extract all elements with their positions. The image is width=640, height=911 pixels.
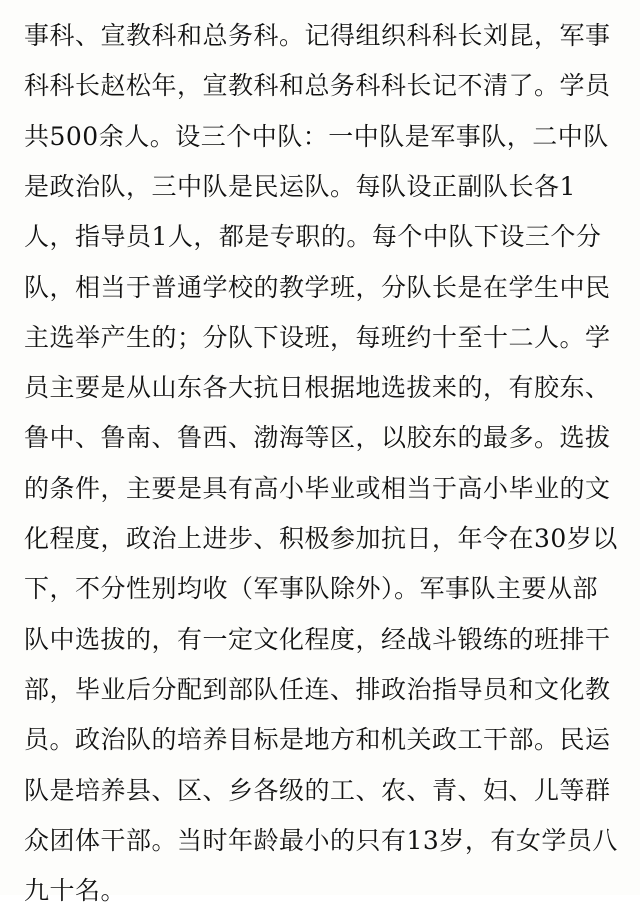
text-line: 是政治队，三中队是民运队。每队设正副队长各1: [24, 171, 576, 201]
text-line: 队是培养县、区、乡各级的工、农、青、妇、儿等群: [24, 775, 611, 805]
text-line: 化程度，政治上进步、积极参加抗日，年令在30岁以: [24, 524, 618, 553]
text-line: 队，相当于普通学校的教学班，分队长是在学生中民: [24, 272, 611, 302]
text-line: 科科长赵松年，宣教科和总务科科长记不清了。学员: [24, 71, 611, 101]
text-line: 下，不分性别均收（军事队除外）。军事队主要从部: [24, 574, 599, 604]
text-line: 众团体干部。当时年龄最小的只有13岁，有女学员八: [24, 825, 618, 855]
text-line: 共500余人。设三个中队：一中队是军事队，二中队: [24, 121, 609, 151]
text-line: 鲁中、鲁南、鲁西、渤海等区，以胶东的最多。选拔: [24, 423, 611, 453]
text-line: 部，毕业后分配到部队任连、排政治指导员和文化教: [24, 674, 611, 704]
text-line: 队中选拔的，有一定文化程度，经战斗锻练的班排干: [24, 624, 611, 654]
text-line: 事科、宣教科和总务科。记得组织科科长刘昆，军事: [24, 21, 611, 50]
text-line: 员主要是从山东各大抗日根据地选拔来的，有胶东、: [24, 373, 611, 403]
text-line: 的条件，主要是具有高小毕业或相当于高小毕业的文: [24, 473, 611, 503]
text-line: 员。政治队的培养目标是地方和机关政工干部。民运: [24, 725, 611, 755]
text-line: 主选举产生的；分队下设班，每班约十至十二人。学: [24, 322, 611, 352]
text-line: 九十名。: [24, 876, 127, 906]
text-line: 人，指导员1人，都是专职的。每个中队下设三个分: [24, 222, 602, 252]
